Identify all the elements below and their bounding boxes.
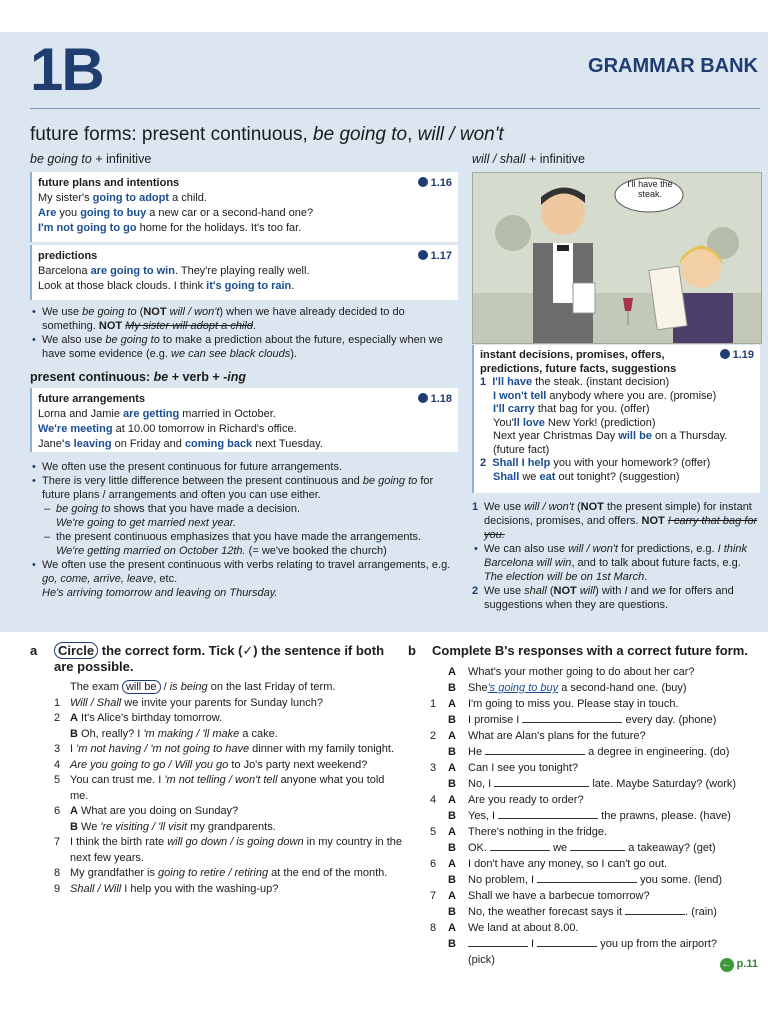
box-arrangements: future arrangements 1.18 Lorna and Jamie are getting married in October. We're meeting at 10.00 tomorrow in Richard's office. Jane's leaving on Friday and coming back next Tuesday. [30, 388, 458, 452]
notes-going-to: • We use be going to (NOT will / won't) when we have already decided to do something. NOT My sister will adopt a child. • We also use be going to to make a prediction about the future, especially when we have some evidence (e.g. we can see black clouds). [30, 305, 460, 361]
divider [30, 108, 760, 109]
box-predictions: predictions 1.17 Barcelona are going to win. They're playing really well. Look at those black clouds. I think it's going to rain. [30, 245, 458, 300]
exercise-b-label: b [408, 643, 416, 658]
audio-ref[interactable]: 1.17 [418, 249, 452, 264]
audio-ref[interactable]: 1.16 [418, 176, 452, 191]
exercise-a-items: The exam will be / is being on the last Friday of term. 1 Will / Shall we invite your parents for Sunday lunch? 2 A It's Alice's birthday tomorrow. B Oh, really? I 'm making / 'll make a cake. 3 I 'm not having / 'm not going to have dinner with my family tonight. 4 Are you going to go / Will you go to Jo's party next weekend? 5 You can trust me. I 'm not telling / won't tell anyone what you told me. 6 A What are you doing on Sunday? B We 're visiting / 'll visit my grandparents. 7 I think the birth rate will go down / is going down in my country in the next few years. 8 My grandfather is going to retire / retiring at the end of the month. 9 Shall / Will I help you with the washing-up? [54, 681, 403, 895]
arrow-left-icon: ← [721, 959, 732, 970]
audio-icon [418, 177, 428, 187]
audio-icon [418, 393, 428, 403]
exercise-b-instructions: Complete B's responses with a correct future form. [432, 643, 748, 658]
exercise-a-instructions: Circle the correct form. Tick (✓) the sentence if both are possible. [54, 643, 385, 674]
page-reference[interactable]: ← p.11 [721, 958, 758, 970]
speech-bubble: I'll have the steak. [627, 179, 673, 199]
heading-going-to: be going to + infinitive [30, 152, 152, 166]
audio-ref[interactable]: 1.19 [720, 349, 754, 363]
section-title: GRAMMAR BANK [588, 55, 758, 77]
box-plans: future plans and intentions 1.16 My sister's going to adopt a child. Are you going to buy a new car or a second-hand one? I'm not going to go home for the holidays. It's too far. [30, 172, 458, 242]
page-title: future forms: present continuous, be going to, will / won't [30, 124, 504, 145]
notes-present-continuous: • We often use the present continuous for future arrangements. • There is very little difference between the present continuous and be going to for future plans / arrangements and often you can use either. – be going to shows that you have made a decision. We're going to get married next year. – the present continuous emphasizes that you have made the arrangements. We're getting married on October 12th. (= we've booked the church) • We often use the present continuous with verbs relating to travel arrangements, e.g. go, come, arrive, leave, etc. He's arriving tomorrow and leaving on Thursday. [30, 460, 462, 600]
restaurant-illustration [472, 172, 762, 344]
exercise-b-items: A What's your mother going to do about her car? B She's going to buy a second-hand one. (buy) 1 A I'm going to miss you. Please stay in touch. B I promise I every day. (phone) 2 A What are Alan's plans for the future? B He a degree in engineering. (do) 3 A Can I see you tonight? B No, I late. Maybe Saturday? (work) 4 A Are you ready to order? B Yes, I the prawns, please. (have) 5 A There's nothing in the fridge. B OK. we a takeaway? (get) 6 A I don't have any money, so I can't go out. B No problem, I you some. (lend) 7 A Shall we have a barbecue tomorrow? B No, the weather forecast says it . (rain) 8 A We land at about 8.00. B I you up from the airport? (pick) [430, 666, 737, 966]
unit-number: 1B [30, 36, 103, 103]
notes-will: 1 We use will / won't (NOT the present simple) for instant decisions, promises, and offers. NOT I carry that bag for you. • We can also use will / won't for predictions, e.g. I think Barcelona will win, and to talk about future facts, e.g. The election will be on 1st March. 2 We use shall (NOT will) with I and we for offers and suggestions when they are questions. [472, 500, 762, 612]
audio-icon [418, 250, 428, 260]
exercise-a-label: a [30, 643, 38, 658]
audio-ref[interactable]: 1.18 [418, 392, 452, 407]
audio-icon [720, 349, 730, 359]
heading-present-continuous: present continuous: be + verb + -ing [30, 370, 247, 384]
heading-will-shall: will / shall + infinitive [472, 152, 585, 166]
box-will-uses: instant decisions, promises, offers, predictions, future facts, suggestions 1.19 1 I'll have the steak. (instant decision) I won't tell anybody where you are. (promise) I'll carry that bag for you. (offer) You'll love New York! (prediction) Next year Christmas Day will be on a Thursday. (future fact) 2 Shall I help you with your homework? (offer) Shall we eat out tonight? (suggestion) [472, 345, 760, 493]
